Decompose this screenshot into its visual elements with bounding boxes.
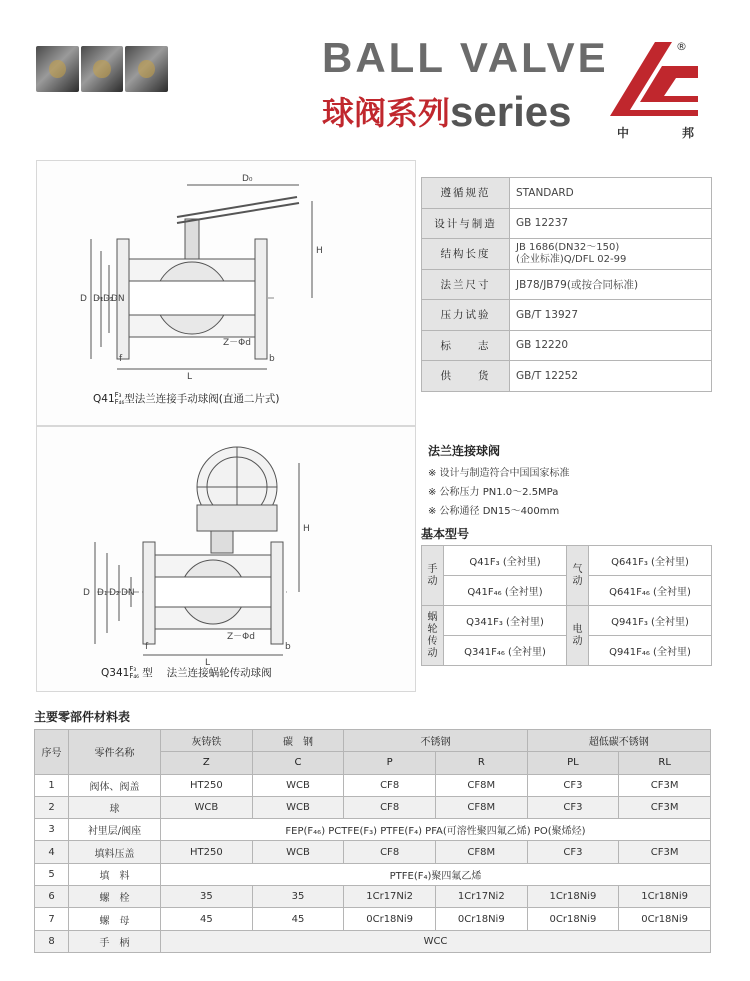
caption-sup-sub bbox=[115, 392, 125, 406]
table-row bbox=[35, 841, 711, 863]
caption-model: Q341 bbox=[101, 667, 130, 679]
caption-sup: F₃ bbox=[129, 665, 137, 673]
table-cell: CF8 bbox=[344, 774, 436, 796]
table-cell: WCB bbox=[161, 796, 253, 818]
label-d2: D₂ bbox=[103, 294, 114, 304]
model-category: 蜗轮传动 bbox=[422, 606, 444, 666]
header-name: 零件名称 bbox=[69, 730, 161, 775]
intro-list bbox=[428, 464, 570, 521]
table-cell: CF3M bbox=[619, 796, 711, 818]
label-d2: D₂ bbox=[109, 588, 120, 598]
label-dn: DN bbox=[121, 588, 135, 598]
drawing-caption-worm bbox=[101, 665, 272, 680]
title-chinese-text: 球阀系列 bbox=[322, 94, 451, 132]
title-english: BALL VALVE bbox=[322, 34, 609, 81]
model-cell: Q641F₄₆ (全衬里) bbox=[589, 576, 712, 606]
row-name: 螺 母 bbox=[69, 908, 161, 930]
table-cell: HT250 bbox=[161, 841, 253, 863]
caption-model: Q41 bbox=[93, 393, 115, 405]
table-cell: CF3M bbox=[619, 774, 711, 796]
table-cell: WCB bbox=[252, 774, 344, 796]
row-name: 填 料 bbox=[69, 863, 161, 885]
standard-key: 结构长度 bbox=[422, 239, 510, 270]
table-cell: 45 bbox=[252, 908, 344, 930]
table-row bbox=[35, 819, 711, 841]
table-cell-span: PTFE(F₄)聚四氟乙烯 bbox=[161, 863, 711, 885]
row-name: 螺 栓 bbox=[69, 886, 161, 908]
title-chinese bbox=[322, 86, 571, 134]
model-cell: Q641F₃ (全衬里) bbox=[589, 546, 712, 576]
model-category: 电动 bbox=[567, 606, 589, 666]
row-name: 球 bbox=[69, 796, 161, 818]
label-d0: D₀ bbox=[242, 174, 253, 184]
drawing-panel-worm bbox=[36, 426, 416, 692]
standard-value-line: (企业标准)Q/DFL 02-99 bbox=[516, 253, 627, 265]
caption-sup-sub bbox=[129, 666, 139, 680]
header-group: 不锈钢 bbox=[344, 730, 527, 752]
header-code: P bbox=[344, 752, 436, 774]
label-zd: Z－Φd bbox=[227, 632, 255, 642]
model-cell: Q341F₃ (全衬里) bbox=[444, 606, 567, 636]
standard-key: 压力试验 bbox=[422, 300, 510, 331]
label-b: b bbox=[285, 642, 291, 652]
header-code: PL bbox=[527, 752, 619, 774]
list-item: ※ 公称压力 PN1.0～2.5MPa bbox=[428, 487, 559, 498]
row-no: 2 bbox=[35, 796, 69, 818]
caption-type: 型 bbox=[142, 667, 153, 679]
logo-shape bbox=[610, 42, 698, 116]
table-cell: CF3 bbox=[527, 774, 619, 796]
drawing-caption-manual bbox=[93, 391, 279, 406]
model-cell: Q941F₄₆ (全衬里) bbox=[589, 636, 712, 666]
standard-key: 法兰尺寸 bbox=[422, 269, 510, 300]
label-d: D bbox=[83, 588, 90, 598]
row-name: 衬里层/阀座 bbox=[69, 819, 161, 841]
standards-table bbox=[421, 177, 712, 392]
table-row bbox=[422, 330, 712, 361]
header-code: C bbox=[252, 752, 344, 774]
row-no: 5 bbox=[35, 863, 69, 885]
table-cell-span: WCC bbox=[161, 930, 711, 952]
table-cell: 0Cr18Ni9 bbox=[344, 908, 436, 930]
table-row bbox=[422, 178, 712, 209]
header-group: 超低碳不锈钢 bbox=[527, 730, 710, 752]
list-item: ※ 设计与制造符合中国国家标准 bbox=[428, 468, 570, 479]
table-cell: CF8M bbox=[435, 774, 527, 796]
table-cell: CF3M bbox=[619, 841, 711, 863]
table-header-row bbox=[35, 730, 711, 752]
product-photo bbox=[36, 46, 79, 92]
table-row bbox=[35, 796, 711, 818]
list-item: ※ 公称通径 DN15～400mm bbox=[428, 506, 560, 517]
caption-sub: F₄₆ bbox=[114, 398, 125, 406]
table-cell: CF8 bbox=[344, 796, 436, 818]
standard-key: 供 货 bbox=[422, 361, 510, 392]
logo-registered-mark: ® bbox=[676, 40, 687, 53]
logo-text-left: 中 bbox=[617, 126, 630, 140]
header-no: 序号 bbox=[35, 730, 69, 775]
table-cell-span: FEP(F₄₆) PCTFE(F₃) PTFE(F₄) PFA(可溶性聚四氟乙烯) PO(聚烯烃) bbox=[161, 819, 711, 841]
table-row bbox=[35, 863, 711, 885]
table-row bbox=[422, 300, 712, 331]
row-no: 8 bbox=[35, 930, 69, 952]
caption-sup: F₃ bbox=[114, 391, 122, 399]
standard-value: GB 12220 bbox=[510, 330, 712, 361]
header-group: 灰铸铁 bbox=[161, 730, 253, 752]
table-cell: HT250 bbox=[161, 774, 253, 796]
table-cell: CF3 bbox=[527, 796, 619, 818]
table-row bbox=[422, 546, 712, 576]
table-cell: CF8M bbox=[435, 841, 527, 863]
row-name: 手 柄 bbox=[69, 930, 161, 952]
basic-models-title: 基本型号 bbox=[421, 527, 470, 541]
label-b: b bbox=[269, 354, 275, 364]
table-cell: 0Cr18Ni9 bbox=[435, 908, 527, 930]
drawing-panel-manual bbox=[36, 160, 416, 426]
label-l: L bbox=[187, 372, 193, 382]
caption-text: 法兰连接蜗轮传动球阀 bbox=[166, 667, 272, 679]
table-cell: 45 bbox=[161, 908, 253, 930]
product-photo bbox=[81, 46, 124, 92]
model-cell: Q341F₄₆ (全衬里) bbox=[444, 636, 567, 666]
table-cell: CF8M bbox=[435, 796, 527, 818]
table-cell: 1Cr18Ni9 bbox=[619, 886, 711, 908]
table-cell: 1Cr18Ni9 bbox=[527, 886, 619, 908]
table-row bbox=[35, 908, 711, 930]
row-no: 1 bbox=[35, 774, 69, 796]
table-cell: 35 bbox=[252, 886, 344, 908]
label-dn: DN bbox=[111, 294, 125, 304]
label-zd: Z－Φd bbox=[223, 338, 251, 348]
model-category: 手动 bbox=[422, 546, 444, 606]
intro-title: 法兰连接球阀 bbox=[428, 444, 501, 458]
table-row bbox=[422, 269, 712, 300]
standard-key: 标 志 bbox=[422, 330, 510, 361]
logo-text-right: 邦 bbox=[682, 126, 695, 140]
table-row bbox=[35, 886, 711, 908]
standard-key: 遵循规范 bbox=[422, 178, 510, 209]
label-h: H bbox=[303, 524, 310, 534]
standard-value: JB78/JB79(或按合同标准) bbox=[510, 269, 712, 300]
table-cell: WCB bbox=[252, 841, 344, 863]
header-code: Z bbox=[161, 752, 253, 774]
table-cell: 1Cr17Ni2 bbox=[344, 886, 436, 908]
product-photos bbox=[36, 46, 168, 92]
table-cell: CF8 bbox=[344, 841, 436, 863]
materials-table bbox=[34, 729, 711, 953]
row-no: 4 bbox=[35, 841, 69, 863]
row-no: 6 bbox=[35, 886, 69, 908]
table-cell: 0Cr18Ni9 bbox=[619, 908, 711, 930]
label-d1: D₁ bbox=[93, 294, 104, 304]
standard-value bbox=[510, 239, 712, 270]
model-category: 气动 bbox=[567, 546, 589, 606]
standard-value-line: JB 1686(DN32～150) bbox=[516, 241, 620, 253]
standard-value: GB 12237 bbox=[510, 208, 712, 239]
label-h: H bbox=[316, 246, 323, 256]
table-cell: WCB bbox=[252, 796, 344, 818]
label-l: L bbox=[205, 658, 211, 668]
table-row bbox=[422, 361, 712, 392]
caption-text: 型法兰连接手动球阀(直通二片式) bbox=[124, 393, 280, 405]
table-row bbox=[422, 208, 712, 239]
label-d: D bbox=[80, 294, 87, 304]
standard-value: GB/T 13927 bbox=[510, 300, 712, 331]
row-no: 3 bbox=[35, 819, 69, 841]
product-photo bbox=[125, 46, 168, 92]
table-cell: 1Cr17Ni2 bbox=[435, 886, 527, 908]
standard-value: GB/T 12252 bbox=[510, 361, 712, 392]
title-series-word: series bbox=[450, 88, 572, 135]
table-row bbox=[35, 930, 711, 952]
model-cell: Q941F₃ (全衬里) bbox=[589, 606, 712, 636]
row-name: 阀体、阀盖 bbox=[69, 774, 161, 796]
basic-models-table bbox=[421, 545, 712, 666]
header-code: R bbox=[435, 752, 527, 774]
model-cell: Q41F₄₆ (全衬里) bbox=[444, 576, 567, 606]
table-row bbox=[422, 606, 712, 636]
materials-title: 主要零部件材料表 bbox=[34, 710, 131, 724]
table-cell: 0Cr18Ni9 bbox=[527, 908, 619, 930]
table-row bbox=[422, 239, 712, 270]
table-cell: 35 bbox=[161, 886, 253, 908]
label-d1: D₁ bbox=[97, 588, 108, 598]
worm-gear-ball-valve-drawing bbox=[37, 427, 417, 693]
standard-key: 设计与制造 bbox=[422, 208, 510, 239]
row-name: 填料压盖 bbox=[69, 841, 161, 863]
company-logo bbox=[600, 36, 710, 136]
label-f: f bbox=[119, 354, 123, 364]
caption-sub: F₄₆ bbox=[129, 672, 139, 680]
model-cell: Q41F₃ (全衬里) bbox=[444, 546, 567, 576]
header-group: 碳 钢 bbox=[252, 730, 344, 752]
header-code: RL bbox=[619, 752, 711, 774]
table-row bbox=[35, 774, 711, 796]
table-cell: CF3 bbox=[527, 841, 619, 863]
row-no: 7 bbox=[35, 908, 69, 930]
standard-value: STANDARD bbox=[510, 178, 712, 209]
manual-ball-valve-drawing bbox=[37, 161, 417, 427]
label-f: f bbox=[145, 642, 149, 652]
